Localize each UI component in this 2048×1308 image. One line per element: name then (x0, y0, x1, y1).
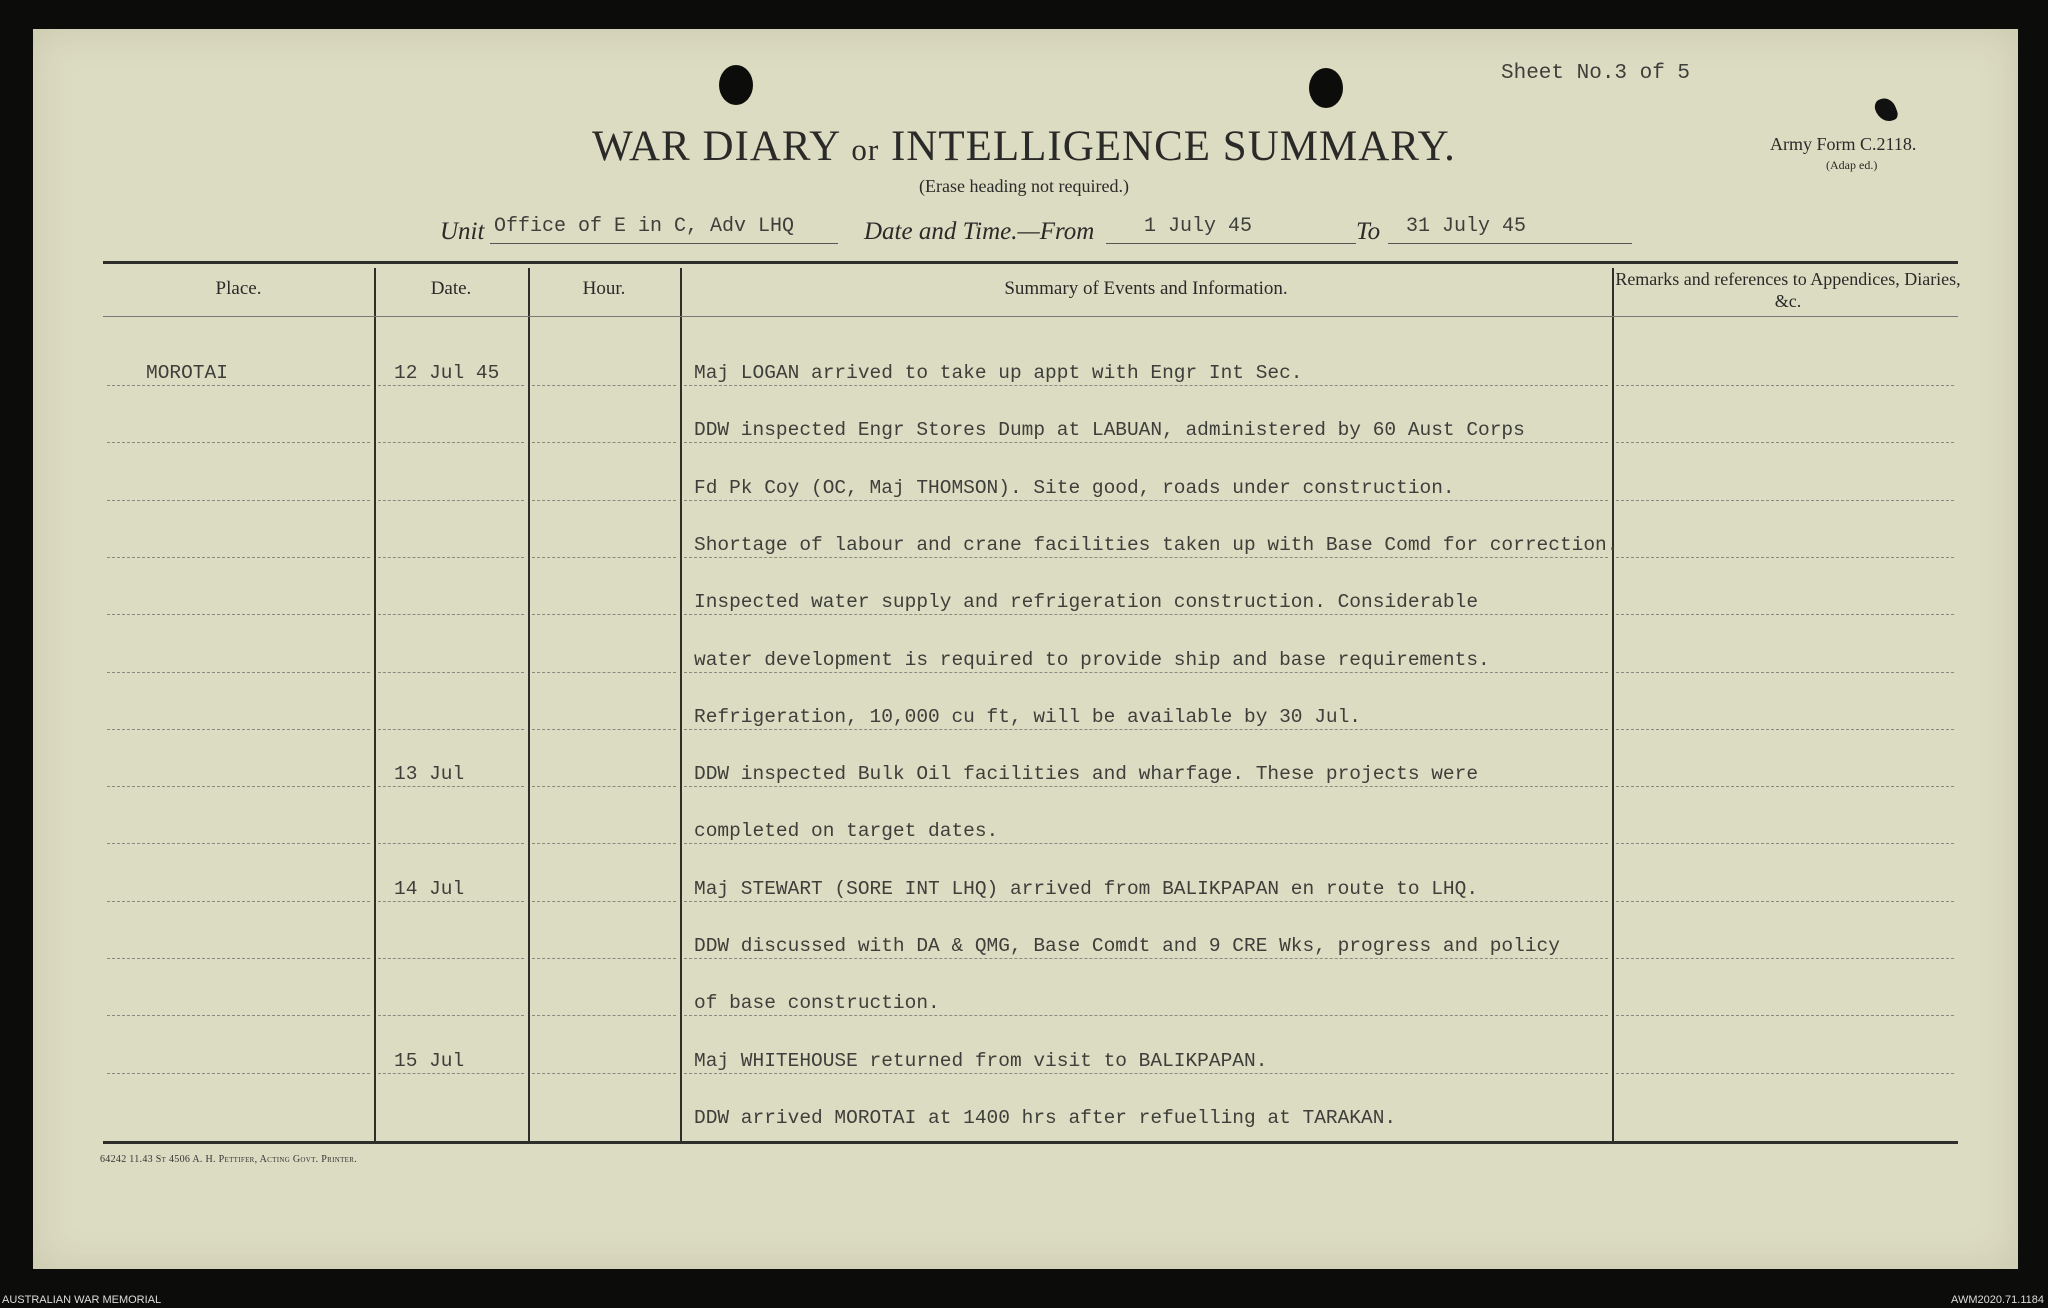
army-form-number: Army Form C.2118. (1770, 134, 1917, 154)
punch-hole-right (1309, 68, 1343, 108)
column-header-hour: Hour. (582, 278, 626, 299)
row-summary: Maj LOGAN arrived to take up appt with Engr Int Sec. (694, 362, 1303, 384)
row-date: 14 Jul (394, 877, 465, 900)
row-summary: Refrigeration, 10,000 cu ft, will be available by 30 Jul. (694, 705, 1362, 728)
row-summary: DDW discussed with DA & QMG, Base Comdt and 9 CRE Wks, progress and policy (694, 935, 1560, 957)
row-summary: DDW inspected Bulk Oil facilities and wharfage. These projects were (694, 763, 1479, 786)
unit-value: Office of E in C, Adv LHQ (494, 215, 795, 238)
punch-hole-left (719, 65, 753, 105)
row-summary: DDW arrived MOROTAI at 1400 hrs after refuelling at TARAKAN. (694, 1106, 1397, 1129)
column-header-remarks: Remarks and references to Appendices, Diaries, &c. (1615, 269, 1961, 311)
army-form-adapted: (Adap ed.) (1826, 158, 1878, 172)
title-intelligence-summary: INTELLIGENCE SUMMARY. (890, 123, 1456, 170)
row-summary: water development is required to provide ship and base requirements. (694, 648, 1490, 671)
archive-source-label: AUSTRALIAN WAR MEMORIAL (2, 1294, 162, 1306)
unit-label: Unit (440, 218, 485, 245)
subtitle: (Erase heading not required.) (919, 176, 1129, 196)
title-or: or (851, 132, 880, 167)
to-label: To (1356, 218, 1381, 245)
row-date: 15 Jul (394, 1049, 465, 1072)
row-summary: Maj WHITEHOUSE returned from visit to BALIKPAPAN. (694, 1049, 1268, 1072)
row-place: MOROTAI (146, 362, 228, 384)
sheet-number: Sheet No.3 of 5 (1501, 62, 1691, 85)
row-date: 13 Jul (394, 763, 465, 786)
page-title (0, 122, 2048, 171)
row-summary: completed on target dates. (694, 820, 999, 843)
from-value: 1 July 45 (1144, 215, 1253, 238)
title-war-diary: WAR DIARY (592, 123, 840, 170)
column-header-place: Place. (215, 278, 262, 299)
row-summary: Inspected water supply and refrigeration construction. Considerable (694, 591, 1479, 614)
row-summary: Fd Pk Coy (OC, Maj THOMSON). Site good, roads under construction. (694, 476, 1455, 499)
row-summary: Shortage of labour and crane facilities taken up with Base Comd for correction. (694, 533, 1619, 556)
row-summary: Maj STEWART (SORE INT LHQ) arrived from BALIKPAPAN en route to LHQ. (694, 877, 1479, 900)
row-date: 12 Jul 45 (394, 362, 500, 384)
column-header-date: Date. (430, 278, 472, 299)
row-summary: of base construction. (694, 992, 940, 1015)
to-value: 31 July 45 (1406, 215, 1527, 238)
printer-imprint: 64242 11.43 St 4506 A. H. Pettifer, Acting Govt. Printer. (100, 1154, 358, 1165)
row-summary: DDW inspected Engr Stores Dump at LABUAN, administered by 60 Aust Corps (694, 419, 1525, 442)
date-label: Date and Time.—From (864, 218, 1095, 245)
archive-reference-label: AWM2020.71.1184 (1951, 1294, 2044, 1306)
column-header-summary: Summary of Events and Information. (1004, 278, 1288, 299)
